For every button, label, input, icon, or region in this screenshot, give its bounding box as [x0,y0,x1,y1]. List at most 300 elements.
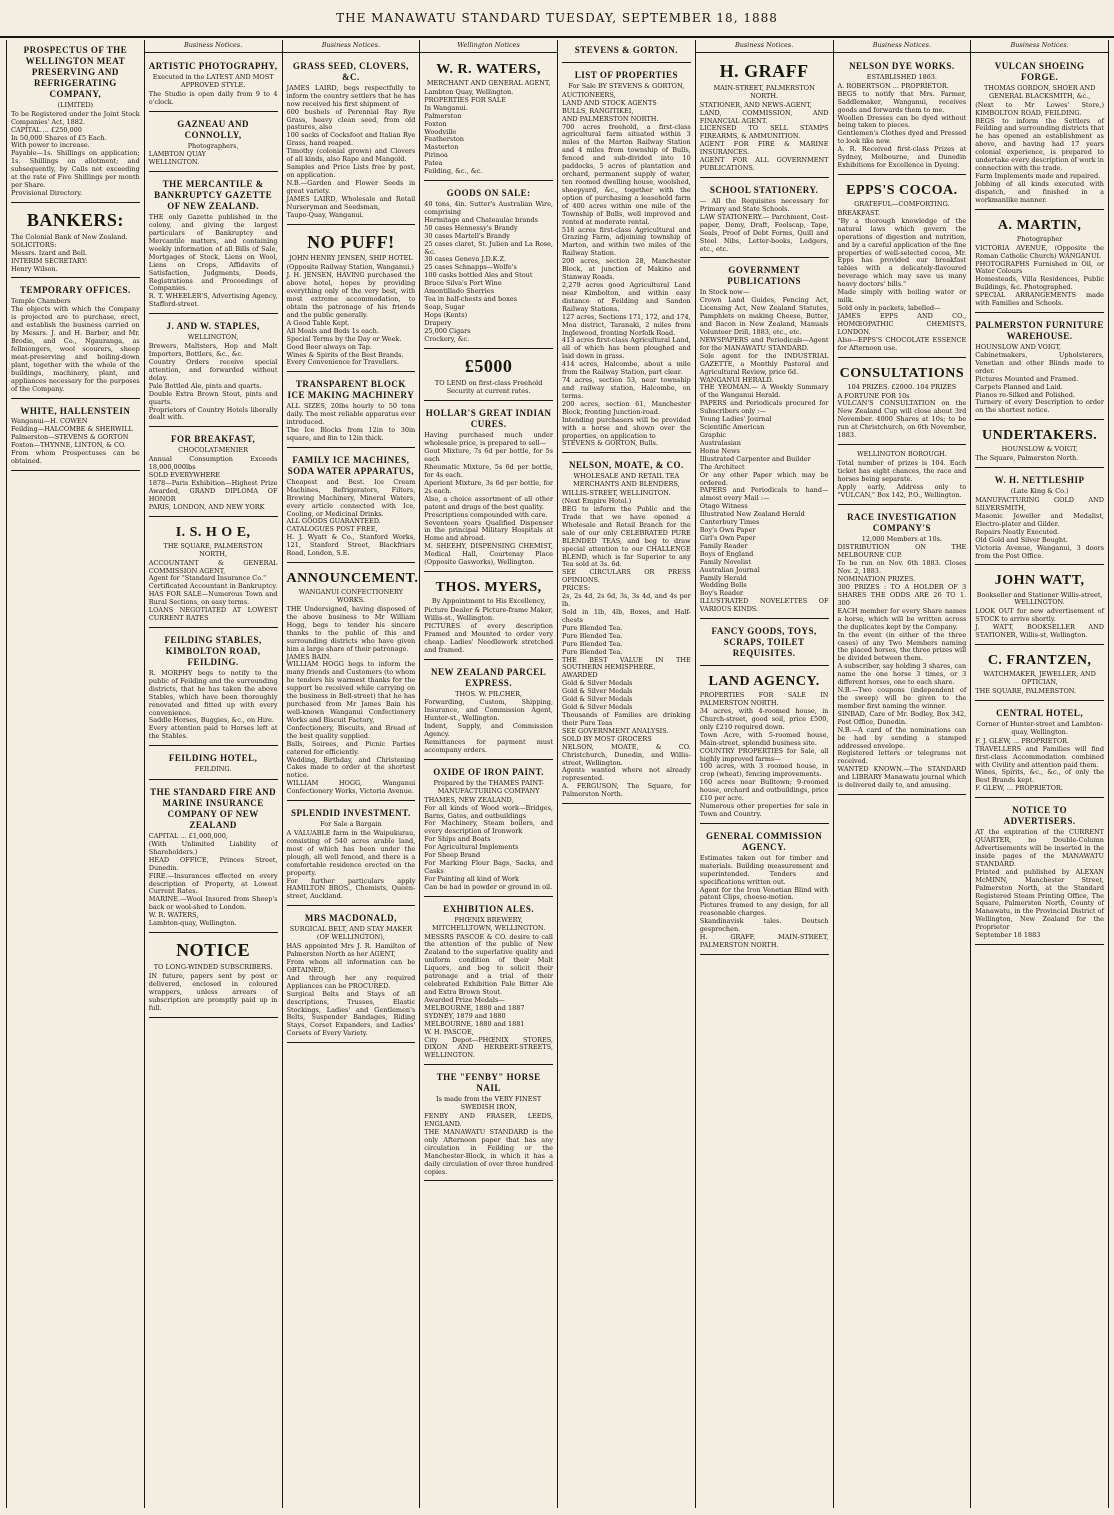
ad-text-line: September 18 1883 [975,931,1041,940]
ad-text-line: LAMBTON QUAY [148,150,206,159]
advertisement [838,360,967,446]
ad-text-line: AWARDED [562,671,598,680]
ad-title: TEMPORARY OFFICES. [19,285,131,296]
advertisement [562,65,691,453]
ad-text-line: Lambton Quay, Wellington. [424,87,514,96]
ad-title: NELSON, MOATE, & CO. [568,460,684,471]
ad-text-line: IN future, papers sent by post or delivered, enclosed in coloured wrappers, unless arrears of subscription are promptly paid up in full. [148,971,278,1012]
ad-text-line: Patea [424,159,443,168]
column-heading: Wellington Notices [420,40,557,53]
ad-text-line: For Machinery, Steam boilers, and every description of Ironwork [424,819,553,836]
advertisement [11,40,140,203]
ad-text-line: Timothy (colonial grown) and Clovers of all kinds, also Rape and Mangold. [286,147,416,164]
ad-text-line: Numerous other properties for sale in Town and Country. [699,802,829,818]
ad-text-line: Saddle Horses, Buggies, &c., on Hire. [148,716,274,725]
ad-text-line: Wanganui—H. COWEN [11,417,88,426]
ad-title: THE MERCANTILE & BANKRUPTCY GAZETTE OF NEW ZEALAND. [154,179,273,212]
ad-text-line: A. FERGUSON, The Square, for Palmerston North. [562,782,691,799]
ad-title: NO PUFF! [307,231,395,252]
advertisement [149,316,278,427]
ad-text-line: J. H. JENSEN, HAVING purchased the above hotel, hopes by providing everything only of the very best, with most extreme accommodation, to obtain the patronage of his friends and the public generally. [286,271,416,319]
ad-text-line: Palmerston [424,111,462,120]
ad-text-line: Picture Dealer & Picture-frame Maker, Willis-st., Wellington. [424,606,553,622]
ad-subtitle: THOMAS GORDON, SHOER AND GENERAL BLACKSMITH, &c., [983,83,1096,100]
ad-title: TRANSPARENT BLOCK ICE MAKING MACHINERY [287,379,415,401]
ad-text-line: LOANS NEGOTIATED AT LOWEST CURRENT RATES [148,606,278,623]
ad-text-line: JAMES EPPS AND CO., HOMŒOPATHIC CHEMISTS, LONDON. [837,311,967,336]
ad-text-line: HAS appointed Mrs J. R. Hamilton of Palmerston North as her AGENT, [286,942,416,959]
ad-subtitle: By Appointment to His Excellency, [431,597,546,606]
ad-title: ARTISTIC PHOTOGRAPHY, [148,60,278,71]
advertisement [838,507,967,795]
advertisement [700,668,829,824]
ad-text-line: "By a thorough knowledge of the natural laws which govern the operations of digestion and nutrition, and by a careful application of the fine properties of well-selected cocoa, Mr. Epps has provided our breakfast tables with a delicately-flavoured beverage which may save us many heavy doctors' bills." [837,216,967,289]
ad-text-line: Intending purchasers will be provided with a horse and shown over the properties, on application to [562,415,691,440]
advertisement [562,40,691,63]
ad-text-line: JAMES BAIN. [286,652,332,661]
ad-text-line: The Architect [699,462,745,471]
ad-title: RACE INVESTIGATION COMPANY'S [847,511,957,533]
ad-text-line: WANGANUI HERALD. [699,375,774,384]
ad-text-line: To be Registered under the Joint Stock Companies' Act, 1882. [11,109,140,126]
advertisement [975,800,1104,945]
ad-title: SPLENDID INVESTMENT. [290,808,411,819]
ad-text-line: F. J. GLEW, ... PROPRIETOR. [975,736,1070,745]
ad-text-line: W. H. PASCOE, [424,1027,474,1036]
ad-text-line: Balls, Soirees, and Picnic Parties catered for efficiently. [286,739,416,756]
ad-subtitle: Photographer [1016,234,1063,243]
ad-text-line: PHOTOGRAPHS Furnished in Oil, or Water Colours [975,259,1104,276]
ad-title: THOS. MYERS, [435,580,542,596]
ad-text-line: A. ROBERTSON ... PROPRIETOR. [837,81,949,90]
ad-text-line: Surgical Belts and Stays of all descriptions, Trusses, Elastic Stockings, Ladies' and Gentlemen's Belts, Suspender Bandages, Riding Stays, Corset Expanders, and Ladies' Corsets of Every Variety. [286,989,416,1038]
ad-text-line: MESSRS PASCOE & CO. desire to call the attention of the public of New Zealand to the superlative quality and uniform condition of their Malt Liquors, and beg to solicit their patronage and a trial of their celebrated Exhibition Pale Bitter Ale and Extra Brown Stout. [424,932,553,997]
ad-text-line: N.B.—A card of the nominations can be had by sending a stamped addressed envelope. [837,725,967,750]
ad-text-line: Prescriptions compounded with care. [424,510,548,519]
ad-text-line: Homesteads, Villa Residences, Public Buildings, &c. Photographed. [975,275,1104,292]
ad-text-line: BEG to inform the Public and the Trade that we have opened a Wholesale and Retail Branch for the sale of our only CELEBRATED PURE BLENDED TEAS, and beg to draw special attention to our CHALLENGE BLEND, which is far Superior to any Tea sold at 3s. 6d. [562,505,691,569]
ad-text-line: FENBY AND FRASER, LEEDS, ENGLAND. [424,1112,553,1129]
ad-title: CONSULTATIONS [839,365,965,381]
ad-title: CENTRAL HOTEL, [996,707,1084,718]
ad-text-line: SEE GOVERNMENT ANALYSIS. [562,726,669,735]
ad-text-line: Gentlemen's Clothes dyed and Pressed to look like new. [837,129,967,146]
ad-subtitle: FEILDING. [194,765,232,774]
ad-subtitle: THOS. W. PILCHER, [455,689,523,698]
ad-text-line: 160 acres near Bulltown; 9-roomed house, orchard and outbuildings, price £10 per acre. [699,778,829,803]
ad-text-line: NOMINATION PRIZES. [837,575,916,584]
columns [6,40,1109,1508]
ad-subtitle: TO LONG-WINDED SUBSCRIBERS. [153,962,273,971]
ad-title: NELSON DYE WORKS. [849,60,955,71]
ad-text-line: Messrs. Izard and Bell. [11,248,88,257]
ad-title: THE STANDARD FIRE AND MARINE INSURANCE COMPANY OF NEW ZEALAND [150,787,277,830]
ad-text-line: Old Gold and Silver Bought. [975,535,1068,544]
ad-subtitle: MAIN-STREET, PALMERSTON NORTH. [713,83,815,100]
ad-text-line: Pirinoa [424,151,448,160]
advertisement [149,782,278,933]
ad-text-line: For Painting all kind of Work [424,874,519,883]
advertisement [149,748,278,780]
ad-text-line: Hops (Kents) [424,310,468,319]
ad-subtitle: 12,000 Members at 10s. [861,534,942,543]
ad-title: H. GRAFF [719,60,809,81]
ad-text-line: Samples and Price Lists free by post, on application. [286,163,416,179]
ad-text-line: Pure Blended Tea. [562,623,623,632]
ad-text-line: Crown Land Guides, Fencing Act, Licensing Act, New Zealand Statutes, Pamphlets on making Cheese, Butter, and Bacon in New Zealand, Manuals Volunteer Drill, 1883, etc., etc. [699,296,829,336]
advertisement [700,260,829,619]
ad-text-line: Total number of prizes is 104. Each ticket has eight chances, the race and horses being separate. [837,459,967,483]
ad-text-line: Payable—1s. Shillings on application; 1s. Shillings on allotment; and subsequently, by Calls not exceeding at the rate of Five Shillings per month per Share. [11,149,140,190]
advertisement [149,114,278,173]
advertisement [149,519,278,628]
ad-text-line: CAPITAL ... £250,000 [11,125,82,134]
ad-text-line: Also—EPPS'S CHOCOLATE ESSENCE for Afternoon use. [837,335,967,352]
ad-subtitle: WANGANUI CONFECTIONERY WORKS. [298,588,404,605]
ad-text-line: Also, a choice assortment of all other patent and drugs of the best quality. [424,494,553,511]
advertisement [11,205,140,279]
ad-title: HOLLAR'S GREAT INDIAN CURES. [425,408,552,430]
ad-text-line: Masterton [424,143,459,152]
ad-text-line: MARINE.—Wool Insured from Sheep's back or wool-shed to London. [148,895,278,912]
advertisement [424,762,553,897]
column-3 [283,40,421,1508]
ad-title: J. AND W. STAPLES, [166,321,260,332]
ad-text-line: For Agricultural Implements [424,843,519,852]
ad-text-line: Graphic [699,430,726,439]
ad-title: VULCAN SHOEING FORGE. [994,60,1085,82]
advertisement [838,56,967,175]
advertisement [149,56,278,112]
ad-text-line: Sole agent for the INDUSTRIAL GAZETTE, a Monthly Pastoral and Agricultural Review, price 6d. [699,351,829,376]
ad-title: GAZNEAU AND CONNOLLY, [177,118,249,140]
advertisement [424,899,553,1066]
ad-text-line: 50 cases Hennessy's Brandy [424,223,518,232]
ad-text-line: Gold & Silver Medals [562,679,633,688]
ad-text-line: Good Beer always on Tap. [286,342,372,351]
ad-title: EPPS'S COCOA. [846,182,958,198]
ad-text-line: Scientific American [699,423,765,432]
ad-text-line: Skandinavisk tales. Deutsch gesprochen. [699,917,829,934]
ad-text-line: ILLUSTRATED NOVELETTES OF VARIOUS KINDS. [699,597,829,614]
ad-text-line: Made simply with boiling water or milk. [837,288,967,305]
ad-text-line: (Next Empire Hotel.) [562,497,632,506]
ad-text-line: Every Convenience for Travellers. [286,358,399,367]
ad-title: NOTICE [176,940,251,961]
ad-text-line: 100 casks bottled Ales and Stout [424,271,533,280]
ad-text-line: A FORTUNE FOR 10s [837,391,910,400]
column-6 [696,40,834,1508]
ad-title: WHITE, HALLENSTEIN [20,405,131,416]
ad-text-line: From whom Prospectuses can be obtained. [11,449,140,466]
ad-text-line: 300 PRIZES : TO A HOLDER OF 3 SHARES THE ODDS ARE 26 TO 1. 300 [837,583,967,607]
ad-title: PROSPECTUS OF THE WELLINGTON MEAT PRESERVING AND REFRIGERATING COMPANY, [23,45,128,99]
ad-text-line: Woodville [424,127,457,136]
ad-text-line: HEAD OFFICE, Princes Street, Dunedin. [148,855,278,872]
masthead-text: THE MANAWATU STANDARD TUESDAY, SEPTEMBER 18, 1888 [336,11,778,25]
ad-text-line: 25 cases Schnapps—Wolfe's [424,263,517,272]
ad-text-line: ALL SIZES, 20lbs hourly to 50 tons daily. The most reliable apparatus ever introduced. [286,402,416,427]
ad-text-line: Girl's Own Paper [699,533,756,542]
ad-text-line: A. R. Received first-class Prizes at Sydney, Melbourne, and Dunedin Exhibitions for Excellence in Dyeing. [837,145,967,170]
ad-text-line: Tea in half-chests and boxes [424,295,517,304]
ad-text-line: BULLS, RANGITIKEI, [562,106,634,115]
ad-text-line: INTERIM SECRETARY: [11,256,88,265]
advertisement [149,429,278,516]
ad-text-line: Young Ladies' Journal [699,415,772,424]
ad-text-line: Pictures framed to any design, for all reasonable charges. [699,901,829,918]
ad-text-line: Pianos re-Silked and Polished. [975,390,1075,399]
ad-text-line: THE SQUARE, PALMERSTON. [975,687,1077,696]
advertisement [975,647,1104,701]
ad-text-line: Wedding Bells [699,581,747,590]
ad-text-line: SEE CIRCULARS OR PRESS OPINIONS. [562,568,691,585]
ad-text-line: Agents wanted where not already represented. [562,766,691,783]
ad-title: I. S. H O E, [175,524,251,540]
ad-text-line: LOOK OUT for new advertisement of STOCK to arrive shortly. [975,607,1104,624]
ad-text-line: 25,000 Cigars [424,326,471,335]
advertisement [424,351,553,402]
ad-text-line: In 50,000 Shares of £5 Each. [11,133,107,142]
ad-text-line: Featherston [424,135,464,144]
ad-text-line: 700 acres freehold, a first-class agricultural farm situated within 3 miles of the Marton Railway Station and 4 miles from township of Bulls, fenced and sub-divided into 10 paddocks, 5 acres of plantation and orchard, permanent supply of water, ten roomed dwelling house, woolshed, sheepyard, &c., together with the option of purchasing a leasehold farm of 400 acres within one mile of the Township of Bulls, well improved and rented at moderate rental. [562,122,691,226]
advertisement [700,826,829,955]
ad-text-line: PROPERTIES FOR SALE [424,95,506,104]
ad-text-line: Carpets Planned and Laid. [975,382,1063,391]
ad-text-line: LAND, COMMISSION, AND FINANCIAL AGENT. [699,108,829,125]
ad-text-line: (Opposite Railway Station, Wanganui.) [286,263,414,272]
ad-text-line: WANTED KNOWN.—The STANDARD and LIBRARY Manawatu journal which is delivered daily to, and amusing. [837,765,967,790]
ad-text-line: 127 acres, Sections 171, 172, and 174, Moa district, Taranaki, 2 miles from Inglewood, fronting Norfolk Road. [562,312,691,337]
ad-subtitle: Is made from the VERY FINEST SWEDISH IRON, [436,1095,542,1112]
advertisement [975,212,1104,313]
ad-text-line: The objects with which the Company is projected are to purchase, erect, and establish the business carried on by Messrs. J. and H. Barber, and Mr. Brodie, and Co., Ngauranga, as fellmongers, wool scourers, sheep meat-preserving and boiling-down plant, together with the whole of the buildings, machinery, plant, and appliances necessary for the purposes of the Company. [11,305,140,393]
ad-subtitle: WELLINGTON, [187,333,239,342]
ad-text-line: 34 acres, with 4-roomed house, in Church-street, good soil, price £500, only £210 required down. [699,707,829,731]
ad-text-line: Country Orders receive special attention, and forwarded without delay. [148,357,278,382]
ad-subtitle: WHOLESALE AND RETAIL TEA MERCHANTS AND BLENDERS, [573,472,680,489]
ad-title: MRS MACDONALD, [304,913,397,924]
advertisement [975,422,1104,468]
ad-title: FOR BREAKFAST, [171,434,256,445]
advertisement [975,470,1104,565]
ad-text-line: N.B.—Garden and Flower Seeds in great variety. [286,178,416,195]
ad-text-line: LAW STATIONERY.— Parchment, Cost-paper, Demy, Draft, Foolscap, Tape, Seals, Proof of Debt Forms, Quill and Steel Nibs, Letter-books, Ledgers, etc., etc. [699,212,829,253]
advertisement [700,180,829,258]
column-7 [834,40,972,1508]
column-8 [971,40,1109,1508]
ad-subtitle: Prepared by the THAMES PAINT-MANUFACTURING COMPANY [433,778,544,795]
ad-title: £5000 [464,355,513,376]
ad-text-line: In Stock now— [699,288,750,297]
ad-text-line: Pure Blended Tea. [562,631,623,640]
ad-text-line: ACCOUNTANT & GENERAL COMMISSION AGENT, [148,558,278,575]
ad-text-line: Every attention paid to Horses left at the Stables. [148,724,278,741]
ad-text-line: Drapery [424,318,452,327]
ad-subtitle: HOUNSLOW & VOIGT, [1001,445,1078,454]
advertisement [424,574,553,660]
ad-text-line: Australian Journal [699,565,760,574]
ad-text-line: For further particulars apply HAMILTON BROS., Chemists, Queen-street, Auckland. [286,876,416,901]
ad-text-line: Palmerston—STEVENS & GORTON [11,433,129,442]
ad-text-line: Cabinetmakers, Upholsterers, Venetian and other Blinds made to order. [975,350,1104,375]
ad-text-line: Temple Chambers [11,297,71,306]
ad-text-line: Crockery, &c. [424,334,470,343]
ad-title: BANKERS: [26,209,124,230]
ad-text-line: Henry Wilson. [11,264,58,273]
ad-text-line: With power to increase. [11,141,90,150]
column-heading: Business Notices. [834,40,971,53]
ad-title: EXHIBITION ALES. [443,903,535,914]
ad-text-line: Boy's Own Paper [699,526,756,535]
ad-title: LIST OF PROPERTIES [574,69,678,80]
ad-text-line: STATIONER, AND NEWS-AGENT, [699,100,812,109]
ad-text-line: Registered letters or telegrams not received. [837,749,967,766]
ad-text-line: Town Acre, with 5-roomed house, Main-street, splendid business site. [699,730,829,747]
ad-title: GRASS SEED, CLOVERS, &C. [292,60,409,82]
ad-text-line: Home News [699,446,740,455]
ad-subtitle: TO LEND on first-class Freehold Security at current rates. [434,378,543,395]
ad-subtitle: MERCHANT AND GENERAL AGENT, [426,79,551,87]
advertisement [424,1067,553,1181]
advertisement [286,565,419,801]
ad-text-line: Can be had in powder or ground in oil. [424,882,553,891]
ad-text-line: LICENSED TO SELL STAMPS FIREARMS, & AMMUNITION. [699,124,829,141]
ad-subtitle: THE SQUARE, PALMERSTON NORTH, [163,541,263,558]
ad-text-line: NEWSPAPERS and Periodicals—Agent for the MANAWATU STANDARD. [699,335,829,352]
ad-text-line: 1878—Paris Exhibition—Highest Prize Awarded, GRAND DIPLOMA OF HONOR [148,479,278,503]
ad-text-line: HOUNSLOW AND VOIGT, [975,343,1062,351]
ad-text-line: DISTRIBUTION ON THE MELBOURNE CUP. [837,543,967,560]
ad-text-line: 414 acres, Halcombe, about a mile from the Railway Station, part clear. [562,360,691,377]
ad-text-line: Or any other Paper which may be ordered. [699,470,829,487]
ad-text-line: Gold & Silver Medals [562,703,633,712]
ad-text-line: F. GLEW, ... PROPRIETOR. [975,784,1063,793]
ad-text-line: Remittances for payment must accompany orders. [424,738,553,754]
ad-text-line: The Ice Blocks from 12in to 30in square, and 8in to 12in thick. [286,426,416,443]
advertisement [975,315,1104,420]
ad-text-line: WELLINGTON. [148,158,200,167]
ad-text-line: PRICES: [562,584,591,593]
ad-text-line: THE Undersigned, having disposed of the above business to Mr William Hogg, begs to tender his sincere thanks to the public of this and surrounding districts who have given him a large share of their patronage. [286,605,416,653]
advertisement [838,177,967,358]
ad-subtitle: (Late King & Co.) [1010,487,1069,496]
ad-text-line: H. GRAFF, MAIN-STREET, PALMERSTON NORTH. [699,933,829,949]
ad-text-line: PARIS, LONDON, AND NEW YORK [148,502,265,511]
ad-text-line: N.B.—Two coupons (independent of the sweep) will be given to the member first naming the winner. [837,686,967,710]
advertisement [424,56,553,181]
ad-text-line: PROPERTIES FOR SALE IN PALMERSTON NORTH. [699,691,829,708]
ad-text-line: Pure Blended Tea. [562,647,623,656]
ad-text-line: Provisional Directory. [11,188,83,197]
advertisement [149,174,278,314]
ad-title: NOTICE TO ADVERTISERS. [1003,805,1076,827]
ad-text-line: Sold only in packets, labelled— [837,304,941,313]
ad-text-line: SINBAD, Care of Mr. Bodley, Box 342, Post Office, Dunedin. [837,709,967,726]
ad-text-line: Victoria Avenue, Wanganui, 3 doors from the Post Office. [975,543,1104,560]
ad-text-line: FIRE.—Insurances effected on every description of Property, at Lowest Current Rates. [148,871,278,896]
ad-text-line: 413 acres first-class Agricultural Land, all of which has been ploughed and laid down in grass. [562,336,691,361]
ad-text-line: Masonic Jeweller and Medalist, Electro-plater and Gilder. [975,511,1104,528]
ad-text-line: (Next to Mr Lowes' Store,) KIMBOLTON ROAD, FEILDING. [975,100,1104,117]
advertisement [975,703,1104,798]
ad-text-line: R. MORPHY begs to notify to the public of Feilding and the surrounding districts, that he has taken the above Stables, which have been thoroughly renovated and fitted up with every convenience. [148,668,278,717]
ad-text-line: BEGS to inform the Settlers of Feilding and surrounding districts that he has opened an establishment as above, and having had 17 years colonial experience, is prepared to undertake every description of work in connection with the trade. [975,116,1104,173]
ad-text-line: THAMES, NEW ZEALAND, [424,795,514,804]
ad-text-line: Rheumatic Mixture, 5s 6d per bottle, for 4s each. [424,463,553,479]
ad-text-line: MELBOURNE, 1880 and 1887 [424,1003,525,1012]
ad-text-line: Forwarding, Custom, Shipping, Insurance, and Commission Agent, Hunter-st., Wellington. [424,698,553,723]
advertisement [975,567,1104,645]
ad-subtitle: JOHN HENRY JENSEN, SHIP HOTEL [289,254,413,263]
ad-title: GOVERNMENT PUBLICATIONS [727,265,802,287]
ad-text-line: 600 bushels of Perennial Ray Rye Grass, heavy clean seed, from old pastures, also [286,107,416,132]
ad-text-line: Amontillado Sherries [424,287,495,296]
ad-title: OXIDE OF IRON PAINT. [433,766,545,777]
ad-text-line: Australasian [699,438,741,447]
ad-text-line: Sold in 1lb, 4lb, Boxes, and Half-chests [562,607,691,624]
ad-text-line: Agent for the Iron Venetian Blind with patent Clips, cheese-motion. [699,885,829,902]
ad-title: W. R. WATERS, [436,61,541,77]
column-heading: Business Notices. [696,40,833,53]
advertisement [287,803,416,906]
ad-text-line: 2s, 2s 4d, 2s 6d, 3s, 3s 4d, and 4s per lb. [562,592,691,609]
ad-text-line: Soap, Sugar [424,303,465,312]
ad-title: C. FRANTZEN, [987,653,1092,669]
ad-text-line: Otago Witness [699,502,748,511]
ad-subtitle: Corner of Hunter-street and Lambton-quay, Wellington. [976,719,1103,736]
ad-subtitle: CHOCOLAT-MENIER [178,446,249,455]
ad-text-line: The Colonial Bank of New Zealand. [11,232,128,241]
ad-title: LAND AGENCY. [708,674,820,690]
column-5 [558,40,696,1508]
ad-text-line: BREAKFAST. [837,208,881,217]
column-1 [7,40,145,1508]
ad-subtitle: 104 PRIZES. £2000. 104 PRIZES [847,382,957,391]
ad-text-line: SOLD EVERYWHERE [148,471,221,480]
ad-text-line: The Studio is open daily from 9 to 4 o'clock. [148,89,278,106]
ad-title: FAMILY ICE MACHINES, SODA WATER APPARATUS, [287,454,415,476]
ad-text-line: For Marking Flour Bags, Sacks, and Casks [424,859,553,875]
ad-text-line: EACH member for every Share names a horse, which will be written across the duplicates kept by the Company. [837,606,967,631]
column-heading: Business Notices. [283,40,420,53]
ad-text-line: Annual Consumption Exceeds 18,000,000lbs [148,455,278,472]
ad-title: GOODS ON SALE: [446,188,531,199]
ad-title: THE "FENBY" HORSE NAIL [436,1072,541,1094]
ad-text-line: Taupo-Quay, Wanganui. [286,210,364,219]
ad-title: FEILDING STABLES, KIMBOLTON ROAD, FEILDING. [164,635,262,667]
ad-subtitle: Executed in the LATEST AND MOST APPROVED STYLE. [152,72,274,89]
ad-text-line: For Ships and Boats [424,835,491,844]
ad-text-line: AGENT FOR ALL GOVERNMENT PUBLICATIONS. [699,156,829,173]
column-heading: Business Notices. [971,40,1108,53]
ad-text-line: THE YEOMAN.— A Weekly Summary of the Wanganui Herald. [699,383,829,400]
ad-text-line: For Sheep Brand [424,851,481,860]
ad-title: W. H. NETTLESHIP [994,475,1085,486]
ad-text-line: Boys of England [699,549,754,558]
ad-title: PALMERSTON FURNITURE WAREHOUSE. [975,320,1104,342]
ad-subtitle: WATCHMAKER, JEWELLER, AND OPTICIAN, [983,670,1096,687]
ad-text-line: Seventeen years Qualified Dispenser in the principal Military Hospitals at Home and abroad. [424,518,553,543]
ad-text-line: M. SHEEHY, DISPENSING CHEMIST, Medical Hall, Courtenay Place (Opposite Gasworks), Wellington. [424,542,553,567]
ad-subtitle: GRATEFUL—COMFORTING. [854,200,950,209]
ad-text-line: COUNTRY PROPERTIES for Sale, all highly improved farms— [699,746,829,763]
ad-text-line: W. R. WATERS, [148,911,199,920]
ad-text-line: SYDNEY, 1879 and 1880 [424,1011,506,1020]
ad-text-line: 200 acres, section 28, Manchester Block, at junction of Makino and Stanway Roads. [562,257,691,282]
ad-text-line: JAMES LAIRD, Wholesale and Retail Nurseryman and Seedsman, [286,194,416,211]
ad-text-line: Canterbury Times [699,518,760,527]
